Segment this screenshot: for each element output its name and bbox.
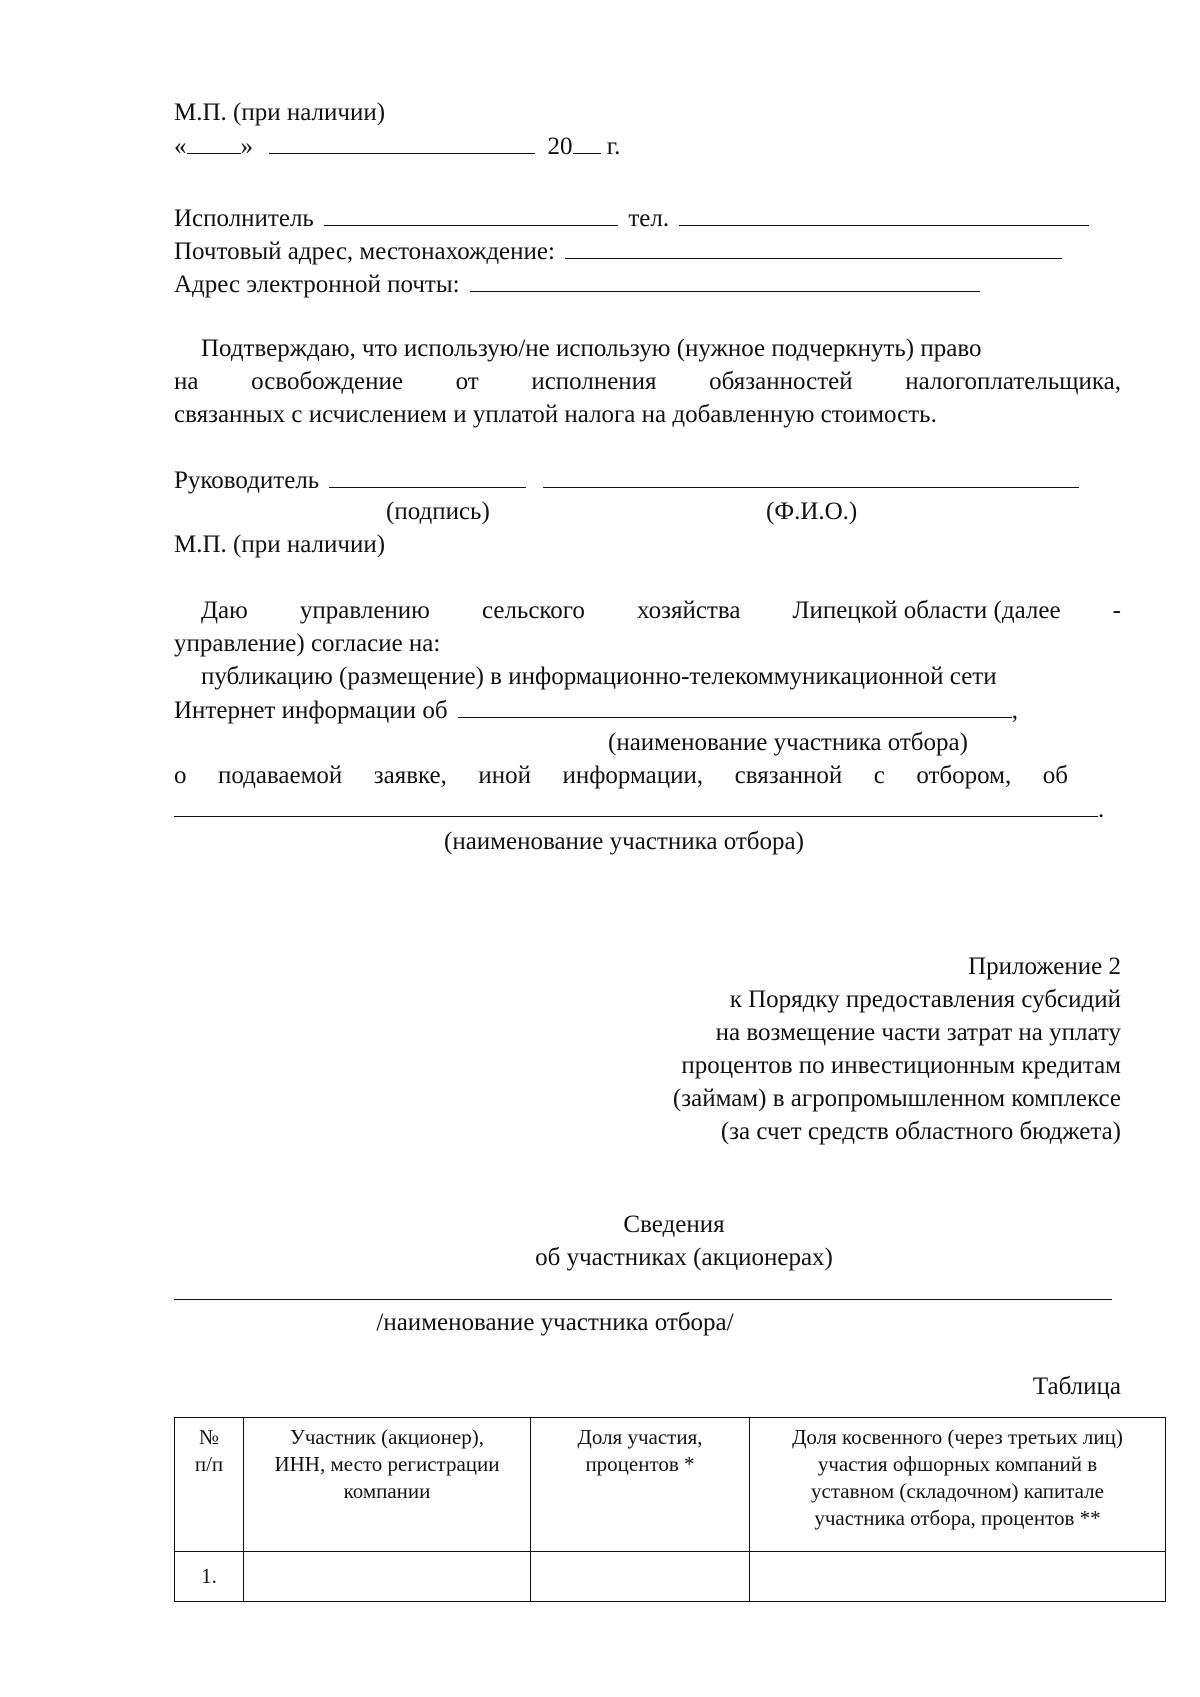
consent-word: сельского: [481, 597, 585, 624]
stamp-text: М.П. (при наличии): [174, 531, 386, 558]
executor-blank[interactable]: [324, 203, 618, 226]
consent-word: Липецкой области (далее: [792, 597, 1061, 624]
appendix-line: на возмещение части затрат на уплату: [715, 1019, 1121, 1046]
table-row: [175, 1552, 1166, 1602]
consent-word: отбором,: [916, 762, 1012, 789]
consent-word: -: [1112, 597, 1121, 624]
consent-word: хозяйства: [637, 597, 741, 624]
vat-word: исполнения: [531, 368, 657, 395]
consent-word: иной: [478, 762, 531, 789]
vat-line-3: связанных с исчислением и уплатой налога на добавленную стоимость.: [174, 401, 937, 428]
appendix-block: [673, 950, 1121, 1148]
consent-word: заявке,: [373, 762, 447, 789]
vat-word: обязанностей: [709, 368, 853, 395]
consent-line-4: [174, 695, 1018, 726]
consent-word: Даю: [201, 597, 248, 624]
signature-caption: (подпись): [386, 498, 490, 525]
date-close-quote: »: [240, 133, 253, 160]
appendix-line: к Порядку предоставления субсидий: [729, 986, 1121, 1013]
consent-line-2: управление) согласие на:: [174, 630, 441, 657]
participant-caption: (наименование участника отбора): [444, 828, 804, 855]
comma: ,: [1011, 697, 1019, 724]
consent-line-6: [174, 794, 1104, 825]
participant-name-caption: /наименование участника отбора/: [376, 1309, 734, 1336]
participants-table: [174, 1417, 1166, 1602]
header-cell-number: № п/п: [175, 1418, 244, 1552]
vat-word: освобождение: [251, 368, 403, 395]
head-line: [174, 465, 1079, 496]
appendix-line: (за счет средств областного бюджета): [720, 1118, 1121, 1145]
appendix-line: Приложение 2: [968, 953, 1121, 980]
header-cell-offshore-share: Доля косвенного (через третьих лиц) участия офшорных компаний в уставном (складочном) капитале участника отбора, процентов **: [750, 1418, 1166, 1552]
header-cell-share: Доля участия, процентов *: [531, 1418, 750, 1552]
year-suffix: г.: [600, 133, 621, 160]
year-blank[interactable]: [573, 131, 601, 154]
consent-line-3: публикацию (размещение) в информационно-телекоммуникационной сети: [201, 663, 997, 690]
stamp-text: М.П. (при наличии): [174, 99, 386, 126]
signature-blank[interactable]: [329, 465, 526, 488]
document-subtitle: об участниках (акционерах): [535, 1244, 833, 1271]
header-cell-participant: Участник (акционер), ИНН, место регистрации компании: [244, 1418, 531, 1552]
consent-line-4-prefix: Интернет информации об: [174, 697, 448, 724]
day-blank[interactable]: [187, 131, 241, 154]
consent-word: о: [174, 762, 187, 789]
participant-name-line[interactable]: [174, 1299, 1112, 1300]
document-title: Сведения: [623, 1211, 725, 1238]
vat-word: на: [174, 368, 199, 395]
vat-word: налогоплательщика,: [905, 368, 1121, 395]
postal-label: Почтовый адрес, местонахождение:: [174, 238, 555, 265]
consent-word: управлению: [299, 597, 430, 624]
executor-line: [174, 203, 1089, 234]
participant-caption: (наименование участника отбора): [608, 729, 968, 756]
head-label: Руководитель: [174, 467, 320, 494]
appendix-line: процентов по инвестиционным кредитам: [681, 1052, 1121, 1079]
consent-word: об: [1042, 762, 1068, 789]
executor-label: Исполнитель: [174, 205, 314, 232]
fio-caption: (Ф.И.О.): [766, 498, 858, 525]
date-line: [174, 131, 620, 162]
period: .: [1098, 796, 1105, 823]
consent-line-1: [201, 596, 1121, 626]
appendix-line: (займам) в агропромышленном комплексе: [672, 1085, 1121, 1112]
consent-word: с: [873, 762, 885, 789]
consent-word: связанной: [734, 762, 843, 789]
table-label: Таблица: [1032, 1373, 1121, 1400]
cell-offshore-share[interactable]: [750, 1552, 1166, 1602]
email-blank[interactable]: [470, 269, 980, 292]
year-prefix: 20: [547, 133, 573, 160]
postal-line: [174, 236, 1062, 267]
vat-word: от: [455, 368, 479, 395]
table-header-row: [175, 1418, 1166, 1552]
consent-line-5: [174, 761, 1068, 791]
consent-word: подаваемой: [217, 762, 343, 789]
vat-line-1: Подтверждаю, что использую/не использую (нужное подчеркнуть) право: [201, 335, 982, 362]
participant-name-blank[interactable]: [458, 695, 1012, 718]
date-open-quote: «: [174, 133, 187, 160]
month-blank[interactable]: [269, 131, 535, 154]
fio-blank[interactable]: [543, 465, 1079, 488]
vat-line-2: [174, 367, 1121, 397]
consent-word: информации,: [562, 762, 704, 789]
phone-label: тел.: [628, 205, 670, 232]
participant-name-blank-2[interactable]: [174, 794, 1098, 817]
cell-number: 1.: [175, 1552, 244, 1602]
phone-blank[interactable]: [679, 203, 1089, 226]
cell-participant[interactable]: [244, 1552, 531, 1602]
email-label: Адрес электронной почты:: [174, 271, 460, 298]
email-line: [174, 269, 980, 300]
postal-blank[interactable]: [565, 236, 1062, 259]
cell-share[interactable]: [531, 1552, 750, 1602]
